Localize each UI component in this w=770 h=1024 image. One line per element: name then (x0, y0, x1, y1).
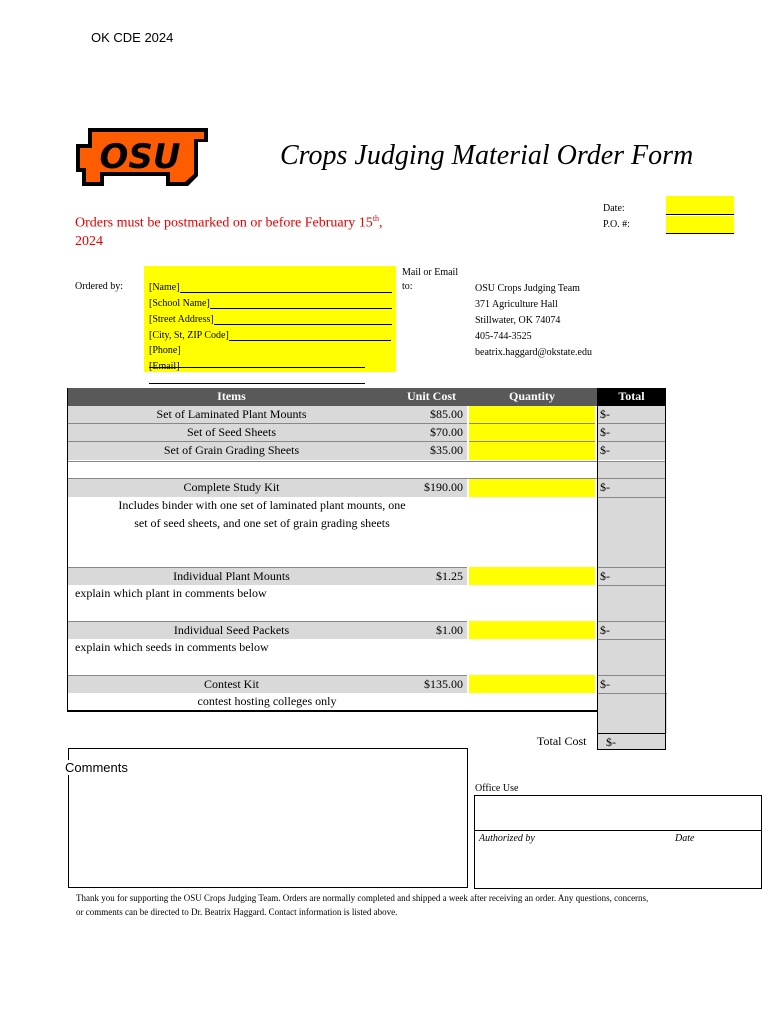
quantity-input[interactable] (469, 567, 595, 585)
office-date-label: Date (675, 833, 695, 844)
svg-text:OSU: OSU (99, 137, 181, 177)
table-left-border (67, 388, 68, 712)
mail-line: OSU Crops Judging Team (475, 283, 580, 294)
quantity-input[interactable] (469, 675, 595, 693)
mail-line: 405-744-3525 (475, 331, 532, 342)
osu-logo (74, 122, 212, 194)
plant-mounts-note: explain which plant in comments below (75, 586, 267, 600)
table-row-total: $- (597, 675, 666, 693)
table-bottom-border (67, 710, 597, 712)
date-label: Date: (603, 203, 625, 214)
city-field[interactable]: [City, St, ZIP Code] (149, 329, 395, 341)
study-kit-note-1: Includes binder with one set of laminated plant mounts, one (118, 498, 406, 512)
total-col-left-border (597, 388, 598, 750)
mail-label-2: to: (402, 281, 413, 292)
ordered-by-box (144, 266, 396, 372)
office-use-box (474, 795, 762, 889)
quantity-input[interactable] (469, 424, 595, 442)
study-kit-total-fill (597, 497, 666, 567)
mail-line: Stillwater, OK 74074 (475, 315, 561, 326)
table-row-item: Complete Study Kit (67, 479, 396, 497)
table-row-cost: $70.00 (396, 424, 467, 442)
mail-address (475, 281, 592, 361)
date-field[interactable] (666, 196, 734, 215)
mail-label-1: Mail or Email (402, 267, 459, 278)
table-row-item: Individual Seed Packets (67, 621, 396, 639)
quantity-input[interactable] (469, 621, 595, 639)
table-row-cost: $1.00 (396, 621, 467, 639)
header-tag: OK CDE 2024 (91, 30, 174, 45)
table-row-total: $- (597, 406, 666, 424)
ordered-by-label: Ordered by: (75, 281, 124, 292)
office-divider (475, 830, 761, 831)
deadline-notice: Orders must be postmarked on or before February 15th, (75, 214, 383, 231)
table-row-total: $- (597, 567, 666, 585)
seed-packets-total-fill (597, 639, 666, 675)
total-col-right-border (665, 388, 666, 750)
table-row-cost: $135.00 (396, 675, 467, 693)
quantity-input[interactable] (469, 479, 595, 497)
authorized-by-label: Authorized by (479, 833, 535, 844)
study-kit-note-2: set of seed sheets, and one set of grain grading sheets (134, 516, 390, 530)
table-row-total: $- (597, 442, 666, 460)
quantity-input[interactable] (469, 442, 595, 460)
office-use-label: Office Use (475, 783, 519, 794)
table-row-item: Individual Plant Mounts (67, 567, 396, 585)
spacer-total (597, 461, 666, 479)
table-row-total: $- (597, 424, 666, 442)
mail-email: beatrix.haggard@okstate.edu (475, 347, 592, 358)
total-cost-label: Total Cost (537, 734, 587, 748)
table-row-cost: $1.25 (396, 567, 467, 585)
header-total: Total (597, 388, 666, 406)
quantity-input[interactable] (469, 406, 595, 424)
school-field[interactable]: [School Name] (149, 297, 395, 309)
page-title: Crops Judging Material Order Form (280, 140, 694, 171)
comments-label: Comments (65, 760, 128, 775)
mail-line: 371 Agriculture Hall (475, 299, 558, 310)
order-table (67, 388, 666, 711)
table-row-item: Set of Seed Sheets (67, 424, 396, 442)
contest-kit-note: contest hosting colleges only (197, 694, 337, 708)
po-label: P.O. #: (603, 219, 630, 230)
header-quantity: Quantity (467, 388, 597, 406)
footer-line-2: or comments can be directed to Dr. Beatrix Haggard. Contact information is listed above. (76, 907, 398, 917)
table-row-item: Set of Grain Grading Sheets (67, 442, 396, 460)
total-fill-bottom (597, 693, 667, 734)
table-row-total: $- (597, 621, 666, 639)
header-items: Items (67, 388, 396, 406)
header-unit-cost: Unit Cost (396, 388, 467, 406)
seed-packets-note: explain which seeds in comments below (75, 640, 269, 654)
footer-note (76, 891, 756, 919)
deadline-year: 2024 (75, 234, 103, 249)
comments-box[interactable] (68, 748, 468, 888)
table-row-cost: $35.00 (396, 442, 467, 460)
total-cost-value: $- (598, 733, 665, 750)
plant-mounts-total-fill (597, 585, 666, 621)
table-row-cost: $190.00 (396, 479, 467, 497)
osu-logo-icon (74, 122, 212, 194)
spacer-row (67, 461, 597, 479)
table-row-total: $- (597, 479, 666, 497)
table-row-item: Contest Kit (67, 675, 396, 693)
name-field[interactable]: [Name] (149, 281, 395, 293)
table-row-cost: $85.00 (396, 406, 467, 424)
email-field[interactable]: [Email] (149, 361, 395, 384)
po-field[interactable] (666, 216, 734, 234)
footer-line-1: Thank you for supporting the OSU Crops Judging Team. Orders are normally completed and shipped a week after receiving an order. Any questions, concerns, (76, 893, 649, 903)
table-row-item: Set of Laminated Plant Mounts (67, 406, 396, 424)
street-field[interactable]: [Street Address] (149, 313, 395, 325)
phone-field[interactable]: [Phone] (149, 345, 395, 368)
